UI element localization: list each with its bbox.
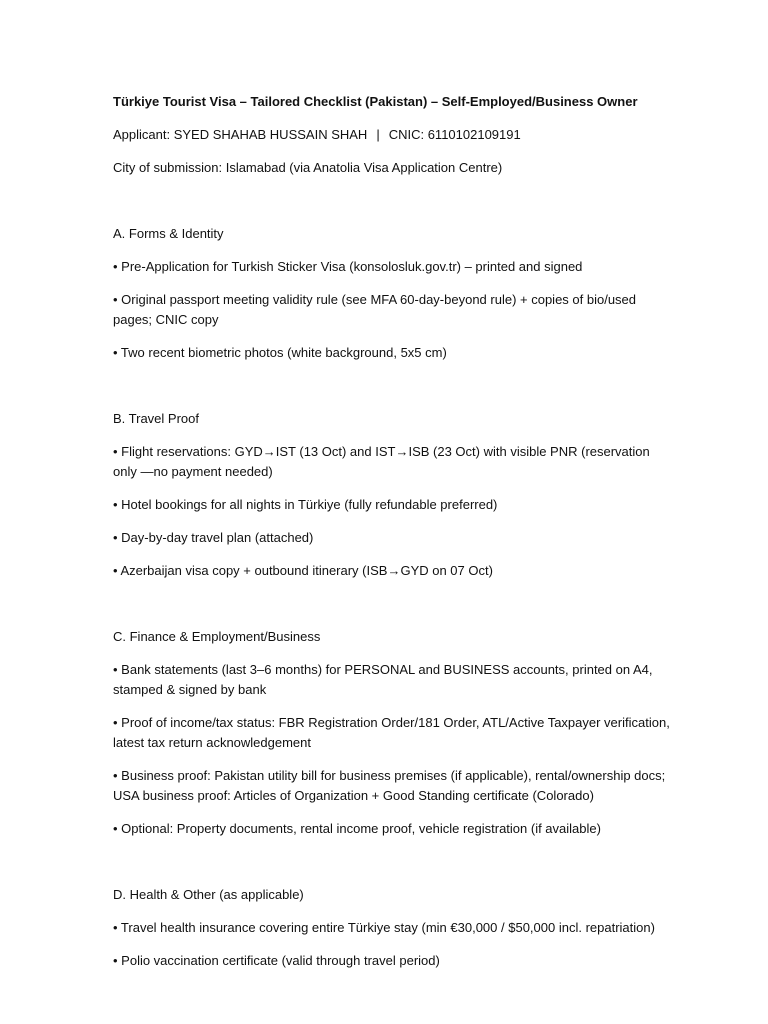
list-item: • Two recent biometric photos (white background, 5x5 cm) — [113, 345, 447, 360]
list-item: • Day-by-day travel plan (attached) — [113, 530, 314, 545]
city-line: City of submission: Islamabad (via Anatolia Visa Application Centre) — [113, 160, 503, 175]
separator: | — [376, 127, 380, 142]
spacer — [113, 376, 673, 409]
spacer — [113, 594, 673, 627]
list-item: • Proof of income/tax status: FBR Registration Order/181 Order, ATL/Active Taxpayer verification, latest tax return acknowledgement — [113, 715, 670, 750]
cnic-number: CNIC: 6110102109191 — [388, 127, 521, 142]
list-item: • Azerbaijan visa copy + outbound itinerary (ISB→GYD on 07 Oct) — [113, 563, 493, 578]
section-heading-finance-business: C. Finance & Employment/Business — [113, 629, 321, 644]
section-heading-health-other: D. Health & Other (as applicable) — [113, 887, 304, 902]
list-item: • Polio vaccination certificate (valid through travel period) — [113, 953, 440, 968]
list-item: • Optional: Property documents, rental income proof, vehicle registration (if available) — [113, 821, 601, 836]
section-heading-travel-proof: B. Travel Proof — [113, 411, 199, 426]
list-item: • Business proof: Pakistan utility bill for business premises (if applicable), rental/ownership docs; USA business proof: Articles of Organization + Good Standing certificate (Colorado) — [113, 768, 666, 803]
list-item: • Bank statements (last 3–6 months) for PERSONAL and BUSINESS accounts, printed on A4, stamped & signed by bank — [113, 662, 653, 697]
applicant-line — [113, 125, 673, 145]
list-item: • Flight reservations: GYD→IST (13 Oct) and IST→ISB (23 Oct) with visible PNR (reservation only —no payment needed) — [113, 444, 650, 479]
spacer — [113, 852, 673, 885]
section-heading-forms-identity: A. Forms & Identity — [113, 226, 224, 241]
list-item: • Pre-Application for Turkish Sticker Visa (konsolosluk.gov.tr) – printed and signed — [113, 259, 583, 274]
list-item: • Original passport meeting validity rule (see MFA 60-day-beyond rule) + copies of bio/used pages; CNIC copy — [113, 292, 637, 327]
spacer — [113, 191, 673, 224]
applicant-name: Applicant: SYED SHAHAB HUSSAIN SHAH — [113, 127, 368, 142]
list-item: • Hotel bookings for all nights in Türkiye (fully refundable preferred) — [113, 497, 498, 512]
document-page — [113, 92, 673, 984]
document-title: Türkiye Tourist Visa – Tailored Checklist (Pakistan) – Self-Employed/Business Owner — [113, 94, 638, 109]
list-item: • Travel health insurance covering entire Türkiye stay (min €30,000 / $50,000 incl. repatriation) — [113, 920, 655, 935]
